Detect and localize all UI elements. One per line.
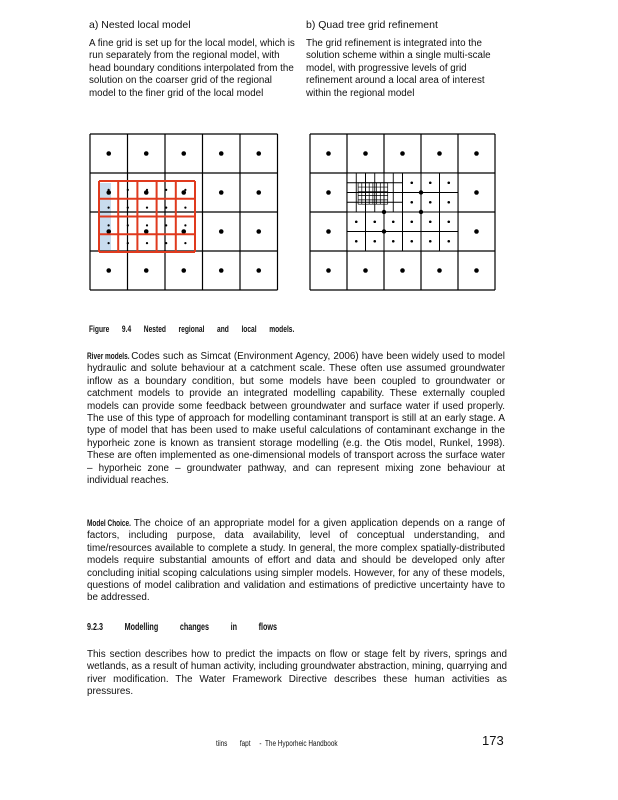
refined-node: [382, 229, 386, 233]
refined-node: [429, 220, 432, 223]
coarse-node: [256, 229, 261, 234]
river-models-heading: River models.: [87, 351, 130, 361]
refined-node: [392, 220, 395, 223]
caption-number: 9.4: [121, 324, 132, 335]
section-number: 9.2.3: [87, 622, 104, 633]
coarse-node: [256, 268, 261, 273]
refined-node: [355, 220, 358, 223]
refined-node: [447, 240, 450, 243]
fine-node: [146, 207, 148, 209]
fine-node: [127, 189, 129, 191]
fine-node: [184, 242, 186, 244]
coarse-node: [400, 151, 405, 156]
model-choice-text: The choice of an appropriate model for a given application depends on a range of factors, including purpose, data availability, level of conceptual understanding, and time/resources available to complete a study. In general, the more complex spatially-distributed models require substantial amounts of effort and data and should be developed only after concluding initial scoping calculations using simpler models. However, for any of these models, questions of model calibration and validation and estimations of predictive uncertainty have to be addressed.: [87, 518, 505, 604]
refined-node: [429, 240, 432, 243]
fine-node: [184, 224, 186, 226]
coarse-node: [363, 151, 368, 156]
fine-node: [165, 189, 167, 191]
coarse-node: [181, 268, 186, 273]
coarse-node: [219, 229, 224, 234]
refined-node: [373, 240, 376, 243]
fine-node: [108, 189, 110, 191]
footer-running-title: tiins fapt - The Hyporheic Handbook: [216, 739, 338, 748]
refined-node: [429, 181, 432, 184]
fine-node: [184, 207, 186, 209]
fine-node: [108, 224, 110, 226]
coarse-node: [256, 190, 261, 195]
figure-caption: Figure 9.4 Nested regional and local models.: [89, 324, 295, 335]
coarse-node: [474, 268, 479, 273]
fine-node: [146, 224, 148, 226]
refined-node: [382, 210, 386, 214]
refined-node: [410, 201, 413, 204]
fine-node: [108, 207, 110, 209]
coarse-node: [144, 229, 149, 234]
refined-node: [447, 181, 450, 184]
refined-node: [447, 201, 450, 204]
section-heading: 9.2.3 Modelling changes in flows: [87, 622, 278, 633]
coarse-node: [106, 229, 111, 234]
coarse-node: [144, 268, 149, 273]
coarse-node: [437, 151, 442, 156]
refined-node: [373, 220, 376, 223]
caption-label: Figure: [89, 324, 110, 335]
coarse-node: [181, 151, 186, 156]
river-models-paragraph: [87, 350, 505, 487]
quad-tree-refinement-diagram: [309, 133, 497, 291]
fine-node: [165, 207, 167, 209]
model-choice-paragraph: [87, 517, 505, 605]
coarse-node: [474, 151, 479, 156]
coarse-node: [363, 268, 368, 273]
section-paragraph: This section describes how to predict the impacts on flow or stage felt by rivers, springs and wetlands, as a result of human activity, including groundwater abstraction, mining, quarrying and river modification. The Water Framework Directive describes these human activities as pressures.: [87, 649, 507, 698]
coarse-node: [219, 268, 224, 273]
coarse-node: [326, 229, 331, 234]
fine-node: [127, 242, 129, 244]
coarse-node: [181, 229, 186, 234]
fine-node: [108, 242, 110, 244]
refined-node: [410, 181, 413, 184]
refined-node: [392, 240, 395, 243]
coarse-node: [474, 229, 479, 234]
fine-node: [146, 242, 148, 244]
coarse-node: [106, 268, 111, 273]
fine-node: [184, 189, 186, 191]
coarse-node: [437, 268, 442, 273]
refined-node: [410, 220, 413, 223]
coarse-node: [474, 190, 479, 195]
coarse-node: [106, 151, 111, 156]
coarse-node: [256, 151, 261, 156]
coarse-node: [326, 268, 331, 273]
figure-b-description: The grid refinement is integrated into the solution scheme within a single multi-scale model, with progressive levels of grid refinement around a local area of interest within the regional model: [306, 38, 491, 99]
refined-node: [410, 240, 413, 243]
fine-node: [127, 224, 129, 226]
fine-node: [127, 207, 129, 209]
model-choice-heading: Model Choice.: [87, 518, 131, 528]
refined-node: [355, 240, 358, 243]
coarse-node: [144, 151, 149, 156]
coarse-node: [400, 268, 405, 273]
refined-node: [419, 210, 423, 214]
nested-local-model-diagram: [89, 133, 279, 291]
fine-node: [165, 224, 167, 226]
coarse-node: [326, 190, 331, 195]
figure-a-title: a) Nested local model: [89, 19, 191, 31]
fine-node: [165, 242, 167, 244]
coarse-node: [219, 190, 224, 195]
fine-node: [146, 189, 148, 191]
figure-a-description: A fine grid is set up for the local model, which is run separately from the regional model, with head boundary conditions interpolated from the solution on the coarser grid of the regional model to the finer grid of the local model: [89, 38, 295, 99]
refined-node: [419, 190, 423, 194]
coarse-node: [144, 190, 149, 195]
coarse-node: [219, 151, 224, 156]
refined-node: [429, 201, 432, 204]
refined-node: [447, 220, 450, 223]
river-models-text: Codes such as Simcat (Environment Agency, 2006) have been widely used to model hydraulic and solute behaviour at a catchment scale. These often use assumed groundwater inflow as a boundary condition, but some models have been coupled to groundwater or catchment models to provide an integrated modelling capability. These externally coupled models can provide some feedback between groundwater and surface water if used properly. The use of this type of approach for modelling contaminant transport is still at an early stage. A type of model that has been used to make useful calculations of contaminant exchange in the hyporheic zone is known as transient storage modelling (e.g. the Otis model, Runkel, 1998). These are often implemented as one-dimensional models of transport across the surface water – hyporheic zone – groundwater pathway, and can represent mixing zone behaviour at individual reaches.: [87, 351, 505, 487]
coarse-node: [326, 151, 331, 156]
figure-b-title: b) Quad tree grid refinement: [306, 19, 438, 31]
page-number: 173: [482, 733, 504, 748]
